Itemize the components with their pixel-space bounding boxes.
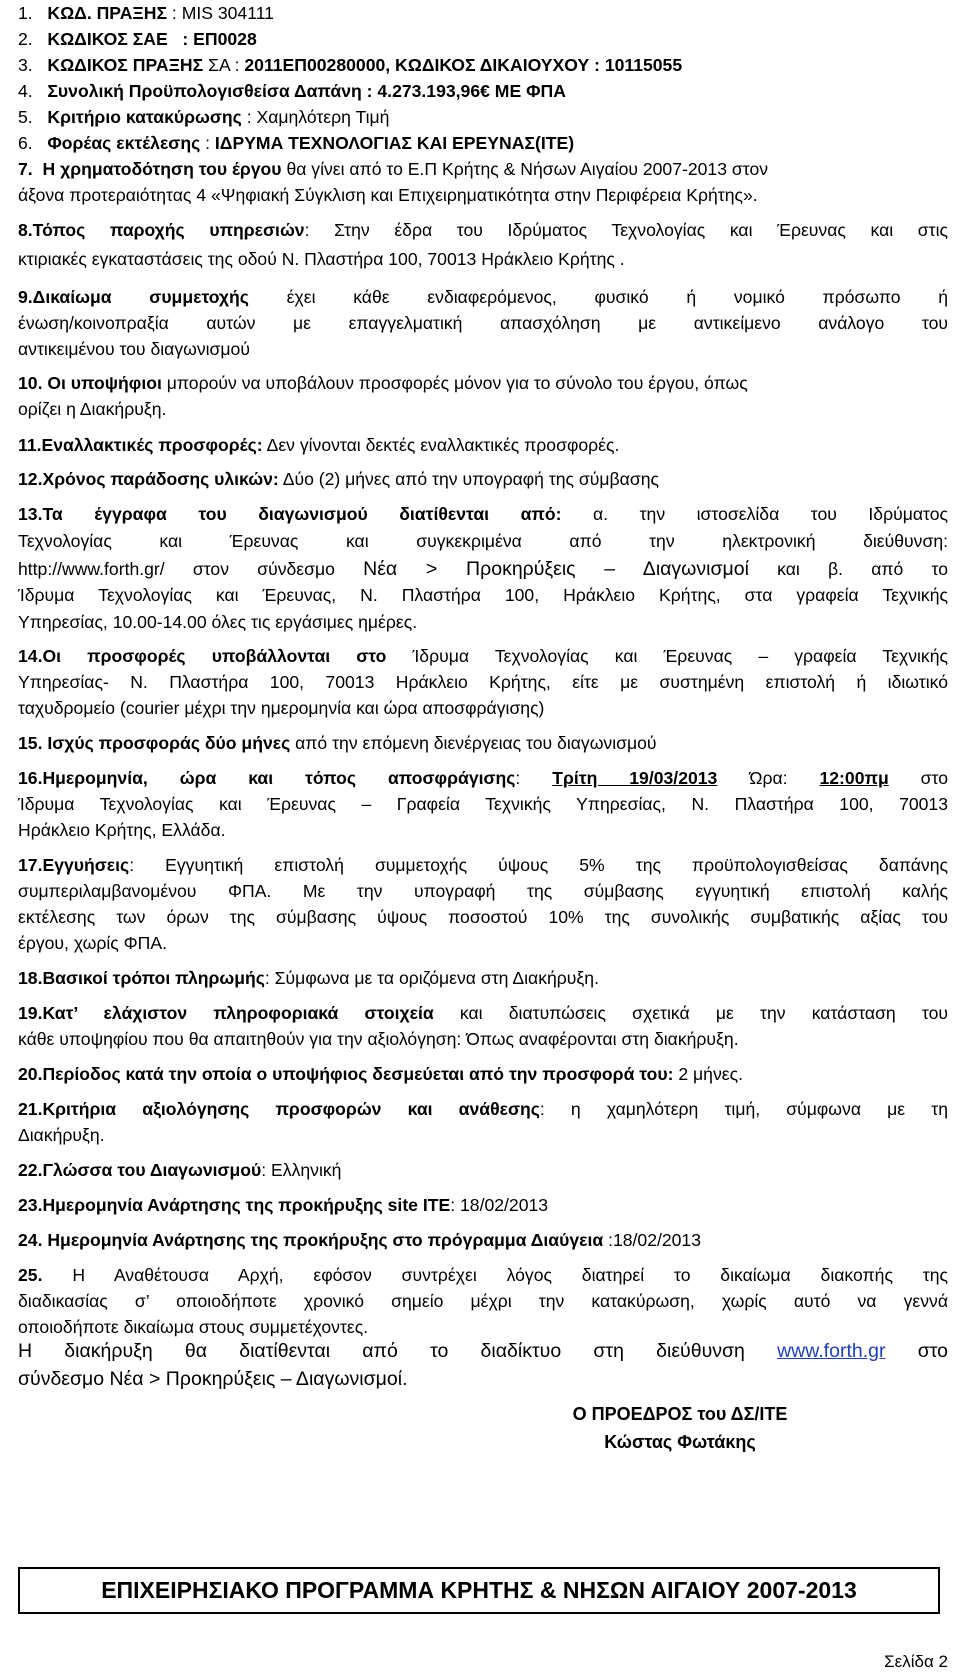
item-label: 24. Ημερομηνία Ανάρτησης της προκήρυξης στο πρόγραμμα Διαύγεια [18,1230,604,1250]
item-17: 17.Εγγυήσεις: Εγγυητική επιστολή συμμετοχής ύψους 5% της προϋπολογισθείσας δαπάνης [18,855,948,875]
item-1: 1. ΚΩΔ. ΠΡΑΞΗΣ : MIS 304111 [18,3,274,23]
page-number: Σελίδα 2 [884,1652,948,1671]
item-label: 23.Ημερομηνία Ανάρτησης της προκήρυξης site ITE [18,1195,451,1215]
item-3: 3. ΚΩΔΙΚΟΣ ΠΡΑΞΗΣ ΣΑ : 2011ΕΠ00280000, ΚΩΔΙΚΟΣ ΔΙΚΑΙΟΥΧΟΥ : 10115055 [18,55,683,75]
item-19-cont: κάθε υποψηφίου που θα απαιτηθούν για την αξιολόγηση: Όπως αναφέρονται στη διακήρυξη. [18,1029,739,1049]
item-13-cont: Τεχνολογίας και Έρευνας και συγκεκριμένα από την ηλεκτρονική διεύθυνση: [18,531,948,551]
item-label: 25. [18,1265,43,1285]
opening-time: 12:00πμ [819,768,889,788]
item-10-cont: ορίζει η Διακήρυξη. [18,399,167,419]
item-label: 13.Τα έγγραφα του διαγωνισμού διατίθενται από: [18,504,562,524]
item-21-cont: Διακήρυξη. [18,1125,105,1145]
item-label: 19.Κατ’ ελάχιστον πληροφοριακά στοιχεία [18,1003,434,1023]
item-8-cont: κτιριακές εγκαταστάσεις της οδού Ν. Πλαστήρα 100, 70013 Ηράκλειο Κρήτης . [18,249,625,269]
item-label: 12.Χρόνος παράδοσης υλικών: [18,469,279,489]
item-22: 22.Γλώσσα του Διαγωνισμού: Ελληνική [18,1160,342,1180]
item-label: 10. Οι υποψήφιοι [18,373,162,393]
item-24: 24. Ημερομηνία Ανάρτησης της προκήρυξης στο πρόγραμμα Διαύγεια :18/02/2013 [18,1230,702,1250]
program-footer [18,1567,940,1614]
item-label: 16.Ημερομηνία, ώρα και τόπος αποσφράγισης [18,768,516,788]
item-label: Φορέας εκτέλεσης [47,133,201,153]
item-8: 8.Τόπος παροχής υπηρεσιών: Στην έδρα του Ιδρύματος Τεχνολογίας και Έρευνας και στις [18,220,948,240]
item-17-cont: συμπεριλαμβανομένου ΦΠΑ. Με την υπογραφή της σύμβασης εγγυητική επιστολή καλής [18,881,948,901]
item-label: Η χρηματοδότηση του έργου [42,159,282,179]
item-5: 5. Κριτήριο κατακύρωσης : Χαμηλότερη Τιμή [18,107,390,127]
item-19: 19.Κατ’ ελάχιστον πληροφοριακά στοιχεία και διατυπώσεις σχετικά με την κατάσταση του [18,1003,948,1023]
item-7: 7. Η χρηματοδότηση του έργου θα γίνει από το Ε.Π Κρήτης & Νήσων Αιγαίου 2007-2013 στον [18,159,769,179]
item-4: 4. Συνολική Προϋπολογισθείσα Δαπάνη : 4.273.193,96€ ΜΕ ΦΠΑ [18,81,566,101]
signature-name: Κώστας Φωτάκης [604,1432,756,1452]
item-6: 6. Φορέας εκτέλεσης : ΙΔΡΥΜΑ ΤΕΧΝΟΛΟΓΙΑΣ ΚΑΙ ΕΡΕΥΝΑΣ(ΙΤΕ) [18,133,575,153]
item-label: 22.Γλώσσα του Διαγωνισμού [18,1160,262,1180]
program-title: ΕΠΙΧΕΙΡΗΣΙΑΚΟ ΠΡΟΓΡΑΜΜΑ ΚΡΗΤΗΣ & ΝΗΣΩΝ ΑΙΓΑΙΟΥ 2007-2013 [101,1577,857,1603]
item-label: 21.Κριτήρια αξιολόγησης προσφορών και ανάθεσης [18,1099,540,1119]
opening-date: Τρίτη 19/03/2013 [552,768,718,788]
item-13-cont: http://www.forth.gr/ στον σύνδεσμο Νέα > Προκηρύξεις – Διαγωνισμοί και β. από το [18,558,949,580]
item-label: ΚΩΔΙΚΟΣ ΠΡΑΞΗΣ [47,55,204,75]
item-10: 10. Οι υποψήφιοι μπορούν να υποβάλουν προσφορές μόνον για το σύνολο του έργου, όπως [18,373,748,393]
item-9-cont: ένωση/κοινοπραξία αυτών με επαγγελματική απασχόληση με αντικείμενο ανάλογο του [18,313,948,333]
item-9: 9.Δικαίωμα συμμετοχής έχει κάθε ενδιαφερόμενος, φυσικό ή νομικό πρόσωπο ή [18,287,949,307]
item-16-cont: Ίδρυμα Τεχνολογίας και Έρευνας – Γραφεία Τεχνικής Υπηρεσίας, Ν. Πλαστήρα 100, 70013 [18,794,948,814]
closing-line-2: σύνδεσμο Νέα > Προκηρύξεις – Διαγωνισμοί. [18,1368,408,1390]
item-14: 14.Οι προσφορές υποβάλλονται στο Ίδρυμα Τεχνολογίας και Έρευνας – γραφεία Τεχνικής [18,646,948,666]
item-14-cont: Υπηρεσίας- Ν. Πλαστήρα 100, 70013 Ηράκλειο Κρήτης, είτε με συστημένη επιστολή ή ιδιωτικό [18,672,948,692]
item-label: 17.Εγγυήσεις [18,855,130,875]
item-label: 8.Τόπος παροχής υπηρεσιών [18,220,305,240]
item-13-cont: Υπηρεσίας, 10.00-14.00 όλες τις εργάσιμες ημέρες. [18,612,418,632]
item-label: Κριτήριο κατακύρωσης [47,107,242,127]
item-16-cont: Ηράκλειο Κρήτης, Ελλάδα. [18,820,226,840]
forth-link[interactable]: www.forth.gr [777,1340,886,1362]
item-18: 18.Βασικοί τρόποι πληρωμής: Σύμφωνα με τα οριζόμενα στη Διακήρυξη. [18,968,599,988]
item-label: Συνολική Προϋπολογισθείσα Δαπάνη : 4.273.193,96€ ΜΕ ΦΠΑ [47,81,566,101]
item-21: 21.Κριτήρια αξιολόγησης προσφορών και ανάθεσης: η χαμηλότερη τιμή, σύμφωνα με τη [18,1099,948,1119]
item-9-cont: αντικειμένου του διαγωνισμού [18,339,250,359]
item-16: 16.Ημερομηνία, ώρα και τόπος αποσφράγισης: Τρίτη 19/03/2013 Ώρα: 12:00πμ στο [18,768,948,788]
closing-line: Η διακήρυξη θα διατίθενται από το διαδίκτυο στη διεύθυνση www.forth.gr στο [18,1340,948,1362]
item-label: 15. Ισχύς προσφοράς δύο μήνες [18,733,291,753]
item-11: 11.Εναλλακτικές προσφορές: Δεν γίνονται δεκτές εναλλακτικές προσφορές. [18,435,620,455]
item-12: 12.Χρόνος παράδοσης υλικών: Δύο (2) μήνες από την υπογραφή της σύμβασης [18,469,659,489]
item-15: 15. Ισχύς προσφοράς δύο μήνες από την επόμενη διενέργειας του διαγωνισμού [18,733,657,753]
item-25-cont: οποιοδήποτε δικαίωμα στους συμμετέχοντες. [18,1317,369,1337]
item-label: ΚΩΔΙΚΟΣ ΣΑΕ [47,29,168,49]
item-13: 13.Τα έγγραφα του διαγωνισμού διατίθενται από: α. την ιστοσελίδα του Ιδρύματος [18,504,949,524]
item-23: 23.Ημερομηνία Ανάρτησης της προκήρυξης site ITE: 18/02/2013 [18,1195,549,1215]
signature-title: Ο ΠΡΟΕΔΡΟΣ του ΔΣ/ΙΤΕ [572,1404,788,1424]
item-25: 25. Η Αναθέτουσα Αρχή, εφόσον συντρέχει λόγος διατηρεί το δικαίωμα διακοπής της [18,1265,948,1285]
item-label: 14.Οι προσφορές υποβάλλονται στο [18,646,387,666]
item-label: 9.Δικαίωμα συμμετοχής [18,287,249,307]
item-17-cont: εκτέλεσης των όρων της σύμβασης ύψους ποσοστού 10% της συνολικής συμβατικής αξίας του [18,907,948,927]
item-13-cont: Ίδρυμα Τεχνολογίας και Έρευνας, Ν. Πλαστήρα 100, Ηράκλειο Κρήτης, στα γραφεία Τεχνικής [18,585,948,605]
item-label: 18.Βασικοί τρόποι πληρωμής [18,968,265,988]
item-20: 20.Περίοδος κατά την οποία ο υποψήφιος δεσμεύεται από την προσφορά του: 2 μήνες. [18,1064,743,1084]
item-7-cont: άξονα προτεραιότητας 4 «Ψηφιακή Σύγκλιση και Επιχειρηματικότητα στην Περιφέρεια Κρήτης». [18,185,758,205]
item-label: ΚΩΔ. ΠΡΑΞΗΣ [47,3,168,23]
item-25-cont: διαδικασίας σ’ οποιοδήποτε χρονικό σημείο μέχρι την κατακύρωση, χωρίς αυτό να γεννά [18,1291,948,1311]
item-2: 2. ΚΩΔΙΚΟΣ ΣΑΕ : ΕΠ0028 [18,29,257,49]
item-label: 11.Εναλλακτικές προσφορές: [18,435,263,455]
item-14-cont: ταχυδρομείο (courier μέχρι την ημερομηνία και ώρα αποσφράγισης) [18,698,545,718]
item-label: 20.Περίοδος κατά την οποία ο υποψήφιος δεσμεύεται από την προσφορά του: [18,1064,674,1084]
item-17-cont: έργου, χωρίς ΦΠΑ. [18,933,167,953]
